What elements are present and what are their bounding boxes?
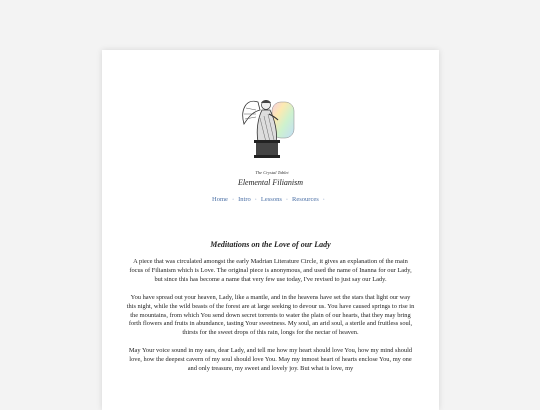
site-logo[interactable] [232, 88, 312, 180]
nav-separator: · [231, 196, 235, 203]
article-paragraph: May Your voice sound in my ears, dear Lady, and tell me how my heart should love You, how my mind should love, how the deepest cavern of my soul should love You. May my inmost heart of hearts enclose You, my one and only treasure, my sweet and lovely joy. But what is love, my [128, 347, 413, 373]
nav-item-lessons[interactable]: Lessons [260, 196, 282, 203]
article-paragraph: You have spread out your heaven, Lady, like a mantle, and in the heavens have set the stars that light our way this night, while the wild beasts of the forest are at large seeking to devour us. You have caused springs to rise in the mountains, from which You send down secret torrents to water the plain of our hearts, that they may bring forth flowers and fruits in abundance, tasting Your sweetness. My soul, an arid soul, a sterile and fruitless soul, thirsts for the sweet drops of this rain, longs for the nectar of heaven. [126, 293, 415, 337]
nav-item-resources[interactable]: Resources [292, 196, 319, 203]
nav-separator: · [254, 196, 257, 203]
content-card [102, 50, 439, 410]
nav-separator: · [285, 196, 289, 203]
nav-item-intro[interactable]: Intro [238, 196, 251, 203]
article-body [126, 258, 415, 383]
article-title: Meditations on the Love of our Lady [210, 240, 331, 249]
nav-separator: · [322, 196, 325, 203]
nav-item-home[interactable]: Home [212, 196, 228, 203]
site-title[interactable]: Elemental Filianism [237, 178, 304, 187]
logo-caption: The Crystal Tablet [255, 170, 289, 175]
angel-illustration-icon [232, 88, 312, 168]
main-nav [102, 196, 439, 203]
article-paragraph: A piece that was circulated amongst the early Madrian Literature Circle, it gives an explanation of the main focus of Filianism which is Love. The original piece is anonymous, and used the name of Inanna for our Lady, but since this has become a name that very few use today, I've revised to just say our Lady. [129, 258, 412, 283]
